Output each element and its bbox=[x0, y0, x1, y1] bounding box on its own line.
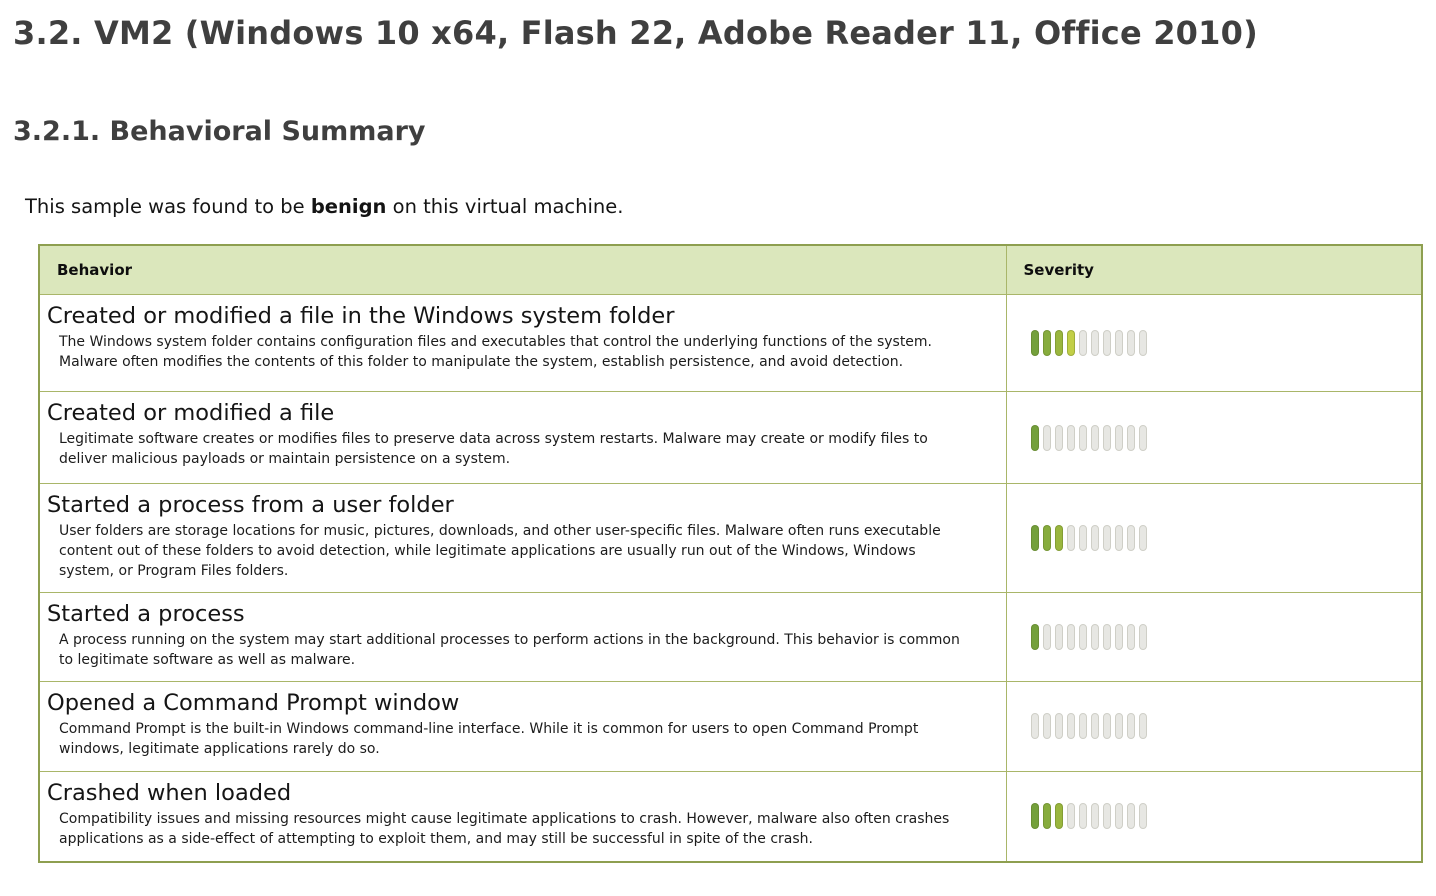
verdict-prefix: This sample was found to be bbox=[25, 195, 311, 218]
severity-segment-empty-icon bbox=[1139, 525, 1147, 551]
severity-segment-empty-icon bbox=[1067, 713, 1075, 739]
severity-segment-empty-icon bbox=[1103, 525, 1111, 551]
severity-segment-filled-icon bbox=[1031, 525, 1039, 551]
severity-meter bbox=[1031, 803, 1421, 829]
table-row bbox=[39, 295, 1422, 392]
behavior-cell bbox=[39, 295, 1006, 392]
subsection-heading: 3.2.1. Behavioral Summary bbox=[13, 116, 426, 147]
table-row bbox=[39, 592, 1422, 681]
table-row bbox=[39, 771, 1422, 862]
severity-segment-filled-icon bbox=[1043, 525, 1051, 551]
column-header-behavior: Behavior bbox=[39, 245, 1006, 295]
behavior-cell bbox=[39, 592, 1006, 681]
severity-segment-empty-icon bbox=[1055, 713, 1063, 739]
severity-segment-empty-icon bbox=[1043, 425, 1051, 451]
severity-segment-empty-icon bbox=[1079, 624, 1087, 650]
behavior-description: User folders are storage locations for music, pictures, downloads, and other user-specific files. Malware often runs executable content out of these folders to avoid detection, while legitimate applications are usually run out of the Windows, Windows system, or Program Files folders. bbox=[59, 523, 941, 579]
severity-segment-empty-icon bbox=[1103, 425, 1111, 451]
severity-cell bbox=[1006, 592, 1422, 681]
behavior-description: Legitimate software creates or modifies files to preserve data across system restarts. Malware may create or modify files to deliver malicious payloads or maintain persistence on a system. bbox=[59, 431, 928, 467]
severity-meter bbox=[1031, 525, 1421, 551]
severity-segment-filled-icon bbox=[1043, 803, 1051, 829]
severity-segment-empty-icon bbox=[1091, 525, 1099, 551]
severity-cell bbox=[1006, 681, 1422, 771]
severity-segment-empty-icon bbox=[1079, 425, 1087, 451]
behavior-cell bbox=[39, 484, 1006, 593]
behavior-cell bbox=[39, 392, 1006, 484]
severity-segment-empty-icon bbox=[1091, 803, 1099, 829]
report-page bbox=[0, 14, 1436, 863]
severity-segment-empty-icon bbox=[1043, 624, 1051, 650]
severity-segment-empty-icon bbox=[1091, 624, 1099, 650]
severity-segment-empty-icon bbox=[1103, 330, 1111, 356]
severity-segment-filled-icon bbox=[1055, 330, 1063, 356]
severity-segment-empty-icon bbox=[1067, 624, 1075, 650]
behavior-title: Crashed when loaded bbox=[47, 779, 292, 806]
severity-segment-empty-icon bbox=[1115, 330, 1123, 356]
severity-segment-empty-icon bbox=[1115, 425, 1123, 451]
severity-segment-empty-icon bbox=[1067, 525, 1075, 551]
severity-segment-empty-icon bbox=[1055, 425, 1063, 451]
severity-segment-filled-icon bbox=[1067, 330, 1075, 356]
severity-segment-filled-icon bbox=[1031, 330, 1039, 356]
behavior-title: Created or modified a file in the Windows system folder bbox=[47, 303, 675, 329]
behavior-description: A process running on the system may start additional processes to perform actions in the background. This behavior is common to legitimate software as well as malware. bbox=[59, 631, 960, 668]
severity-segment-empty-icon bbox=[1079, 525, 1087, 551]
severity-segment-empty-icon bbox=[1079, 713, 1087, 739]
severity-segment-empty-icon bbox=[1079, 330, 1087, 356]
verdict-value: benign bbox=[310, 195, 387, 218]
severity-segment-empty-icon bbox=[1091, 330, 1099, 356]
severity-segment-empty-icon bbox=[1055, 624, 1063, 650]
severity-segment-empty-icon bbox=[1139, 713, 1147, 739]
severity-segment-empty-icon bbox=[1115, 803, 1123, 829]
severity-cell bbox=[1006, 295, 1422, 392]
severity-segment-filled-icon bbox=[1031, 425, 1039, 451]
severity-segment-empty-icon bbox=[1103, 624, 1111, 650]
table-row bbox=[39, 681, 1422, 771]
behavior-description: The Windows system folder contains configuration files and executables that control the underlying functions of the system. Malware often modifies the contents of this folder to manipulate the system, establish persistence, and avoid detection. bbox=[59, 334, 933, 370]
severity-segment-empty-icon bbox=[1127, 624, 1135, 650]
severity-segment-empty-icon bbox=[1139, 425, 1147, 451]
behavior-cell bbox=[39, 681, 1006, 771]
severity-meter bbox=[1031, 624, 1421, 650]
severity-segment-empty-icon bbox=[1139, 330, 1147, 356]
behavior-description: Command Prompt is the built-in Windows command-line interface. While it is common for users to open Command Prompt windows, legitimate applications rarely do so. bbox=[59, 720, 919, 757]
table-row bbox=[39, 392, 1422, 484]
severity-segment-empty-icon bbox=[1115, 525, 1123, 551]
section-heading: 3.2. VM2 (Windows 10 x64, Flash 22, Adobe Reader 11, Office 2010) bbox=[13, 14, 1258, 52]
table-header-row bbox=[39, 245, 1422, 295]
severity-segment-empty-icon bbox=[1127, 525, 1135, 551]
severity-meter bbox=[1031, 713, 1421, 739]
severity-segment-empty-icon bbox=[1103, 713, 1111, 739]
severity-segment-empty-icon bbox=[1067, 803, 1075, 829]
behavior-table bbox=[38, 244, 1423, 863]
behavior-title: Started a process from a user folder bbox=[47, 492, 454, 518]
severity-segment-empty-icon bbox=[1091, 713, 1099, 739]
severity-segment-empty-icon bbox=[1139, 803, 1147, 829]
severity-segment-filled-icon bbox=[1031, 803, 1039, 829]
column-header-severity: Severity bbox=[1006, 245, 1422, 295]
behavior-cell bbox=[39, 771, 1006, 862]
severity-segment-filled-icon bbox=[1055, 525, 1063, 551]
behavior-title: Started a process bbox=[47, 600, 245, 627]
severity-segment-empty-icon bbox=[1115, 624, 1123, 650]
severity-segment-empty-icon bbox=[1043, 713, 1051, 739]
verdict-sentence bbox=[25, 195, 1436, 218]
severity-meter bbox=[1031, 425, 1421, 451]
behavior-title: Created or modified a file bbox=[47, 400, 335, 426]
behavior-title: Opened a Command Prompt window bbox=[47, 689, 460, 716]
severity-cell bbox=[1006, 392, 1422, 484]
severity-segment-filled-icon bbox=[1055, 803, 1063, 829]
severity-segment-empty-icon bbox=[1127, 330, 1135, 356]
severity-cell bbox=[1006, 771, 1422, 862]
verdict-suffix: on this virtual machine. bbox=[386, 195, 624, 218]
severity-segment-empty-icon bbox=[1115, 713, 1123, 739]
severity-segment-empty-icon bbox=[1103, 803, 1111, 829]
severity-segment-empty-icon bbox=[1079, 803, 1087, 829]
severity-segment-empty-icon bbox=[1139, 624, 1147, 650]
table-row bbox=[39, 484, 1422, 593]
severity-meter bbox=[1031, 330, 1421, 356]
severity-segment-empty-icon bbox=[1031, 713, 1039, 739]
severity-cell bbox=[1006, 484, 1422, 593]
severity-segment-empty-icon bbox=[1067, 425, 1075, 451]
severity-segment-empty-icon bbox=[1127, 803, 1135, 829]
severity-segment-filled-icon bbox=[1031, 624, 1039, 650]
severity-segment-empty-icon bbox=[1127, 713, 1135, 739]
severity-segment-filled-icon bbox=[1043, 330, 1051, 356]
severity-segment-empty-icon bbox=[1091, 425, 1099, 451]
behavior-description: Compatibility issues and missing resources might cause legitimate applications to crash. However, malware also often crashes applications as a side-effect of attempting to exploit them, and may still be successful in spite of the crash. bbox=[59, 810, 950, 847]
severity-segment-empty-icon bbox=[1127, 425, 1135, 451]
